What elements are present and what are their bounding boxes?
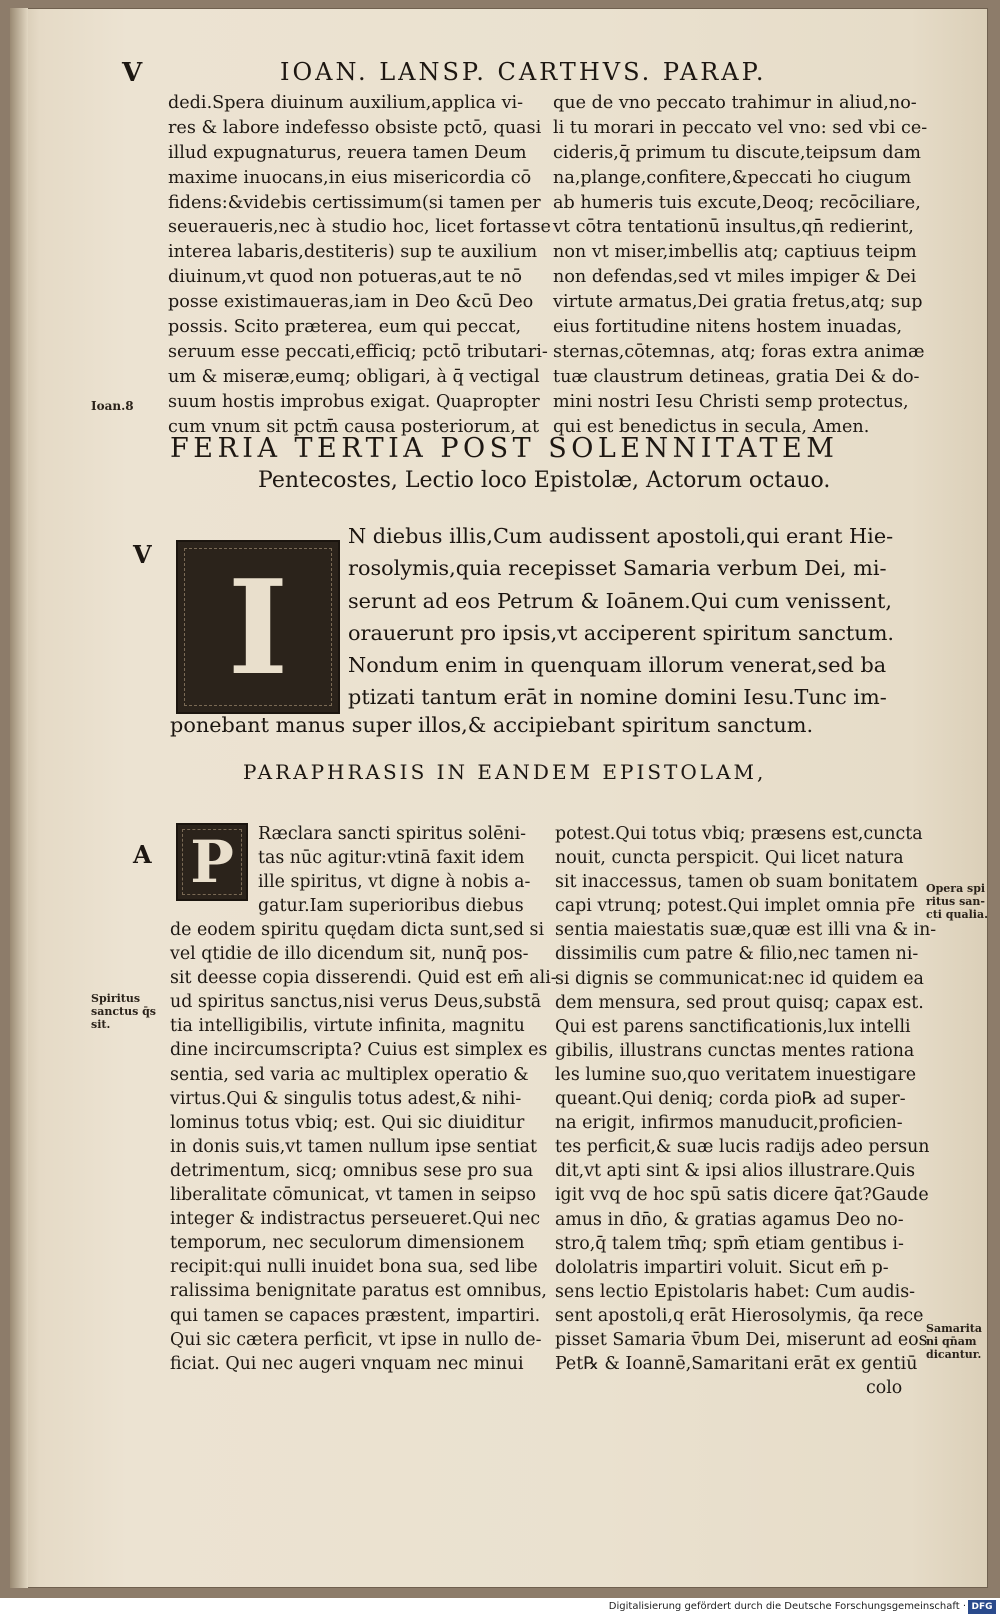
margin-note-line: ni qn̄am	[926, 1335, 977, 1348]
text-line: qui tamen se capaces præstent, impartiri.	[170, 1305, 541, 1326]
text-line: mini nostri Iesu Christi semp protectus,	[553, 391, 909, 412]
text-line: posse existimaueras,iam in Deo &cū Deo	[168, 292, 534, 313]
text-line: de eodem spiritu quędam dicta sunt,sed si	[170, 920, 545, 940]
margin-note-line: Opera spi	[926, 882, 986, 895]
margin-note-line: dicantur.	[926, 1348, 982, 1361]
text-line: seruum esse peccati,efficiq; pctō tributari-	[168, 341, 548, 362]
text-line: dololatris impartiri voluit. Sicut em̄ p-	[555, 1257, 889, 1278]
signature-letter: V	[122, 58, 146, 88]
text-line: qui est benedictus in secula, Amen.	[553, 416, 870, 437]
text-line: ille spiritus, vt digne à nobis a-	[258, 872, 531, 893]
lectio-line: orauerunt pro ipsis,vt acciperent spiritum sanctum.	[348, 620, 895, 645]
text-line: stro,q̄ talem tm̄q; spm̄ etiam gentibus i-	[555, 1233, 904, 1254]
margin-note-samarita	[926, 1322, 982, 1361]
paraphrasis-initial-letter: P	[190, 828, 234, 896]
text-line: cum vnum sit pctm̄ causa posteriorum, at	[168, 416, 540, 437]
text-line: vel qtidie de illo dicendum sit, nunq̄ pos-	[170, 944, 529, 965]
text-line: dine incircumscripta? Cuius est simplex es	[170, 1040, 548, 1061]
dfg-logo: DFG	[968, 1600, 996, 1614]
margin-note-line: sanctus q̄s	[91, 1005, 157, 1018]
feria-subheading: Pentecostes, Lectio loco Epistolæ, Actorum octauo.	[258, 468, 831, 493]
text-line: diuinum,vt quod non potueras,aut te nō	[168, 267, 522, 288]
text-line: lominus totus vbiq; est. Qui sic diuiditur	[170, 1112, 525, 1133]
lectio-line: ptizati tantum erāt in nomine domini Iesu.Tunc im-	[348, 685, 887, 710]
text-line: Qui sic cætera perficit, vt ipse in nullo de-	[170, 1329, 542, 1350]
text-line: virtus.Qui & singulis totus adest,& nihi-	[170, 1088, 522, 1109]
text-line: in donis suis,vt tamen nullum ipse sentiat	[170, 1136, 537, 1157]
text-line: Pet℞ & Ioannē,Samaritani erāt ex gentiū	[555, 1354, 918, 1375]
lectio-line: N diebus illis,Cum audissent apostoli,qui erant Hie-	[348, 524, 894, 548]
lectio-line: serunt ad eos Petrum & Ioānem.Qui cum venissent,	[348, 588, 892, 613]
text-line: na,plange,confitere,&peccati ho ciugum	[553, 167, 912, 188]
lectio-initial-letter: I	[227, 550, 289, 704]
top-right-column	[553, 91, 927, 439]
catchword: colo	[866, 1378, 903, 1398]
text-line: nouit, cuncta perspicit. Qui licet natura	[555, 848, 904, 869]
text-line: dit,vt apti sint & ipsi alios illustrare.Quis	[555, 1161, 916, 1182]
text-line: ficiat. Qui nec augeri vnquam nec minui	[170, 1353, 524, 1374]
text-line: que de vno peccato trahimur in aliud,no-	[553, 93, 917, 113]
text-line: cideris,q̄ primum tu discute,teipsum dam	[553, 142, 921, 163]
text-line: seueraueris,nec à studio hoc, licet fortasse	[168, 217, 551, 238]
initial-ornament	[184, 548, 332, 706]
text-line: integer & indistractus perseueret.Qui nec	[170, 1209, 541, 1230]
footer-text: Digitalisierung gefördert durch die Deutsche Forschungsgemeinschaft ·	[608, 1601, 966, 1612]
text-line: res & labore indefesso obsiste pctō, quasi	[168, 117, 542, 138]
text-line: les lumine suo,quo veritatem inuestigare	[555, 1064, 917, 1085]
lectio-decorated-initial	[176, 540, 340, 714]
text-line: sent apostoli,q erāt Hierosolymis, q̄a rece	[555, 1305, 924, 1326]
text-line: sternas,cōtemnas, atq; foras extra animæ	[553, 341, 925, 362]
text-line: igit vvq de hoc spū satis dicere q̄at?Gaude	[555, 1185, 929, 1206]
paraphrasis-section-letter: A	[133, 840, 152, 869]
text-line: Ræclara sancti spiritus solēni-	[258, 824, 527, 844]
feria-heading: FERIA TERTIA POST SOLENNITATEM	[170, 433, 839, 464]
text-line: possis. Scito præterea, eum qui peccat,	[168, 317, 522, 338]
text-line: detrimentum, sicq; omnibus sese pro sua	[170, 1160, 534, 1181]
lectio-line: Nondum enim in quenquam illorum venerat,sed ba	[348, 653, 887, 678]
paraphrasis-left-first-lines	[258, 822, 530, 918]
margin-note-line: Spiritus	[91, 992, 141, 1005]
text-line: tia intelligibilis, virtute infinita, magnitu	[170, 1016, 525, 1037]
text-line: fidens:&videbis certissimum(si tamen per	[168, 192, 541, 213]
text-line: potest.Qui totus vbiq; præsens est,cuncta	[555, 824, 923, 844]
paraphrasis-right-column	[555, 822, 936, 1376]
text-line: non vt miser,imbellis atq; captiuus teipm	[553, 242, 917, 263]
text-line: dem mensura, sed prout quisq; capax est.	[555, 992, 924, 1013]
top-left-column	[168, 91, 551, 439]
running-head-title: IOAN. LANSP. CARTHVS. PARAP.	[280, 58, 767, 86]
text-line: sit deesse copia disserendi. Quid est em̄ ali-	[170, 968, 557, 989]
text-line: dissimilis cum patre & filio,nec tamen ni-	[555, 944, 919, 965]
lectio-section-letter: V	[133, 540, 152, 569]
margin-note-line: cti qualia.	[926, 908, 988, 921]
margin-note-line: ritus san-	[926, 895, 985, 908]
text-line: sentia maiestatis suæ,quæ est illi vna & in-	[555, 920, 937, 941]
text-line: dedi.Spera diuinum auxilium,applica vi-	[168, 93, 524, 113]
text-line: tes perficit,& suæ lucis radijs adeo persun	[555, 1137, 930, 1158]
text-line: ralissima benignitate paratus est omnibus,	[170, 1281, 547, 1302]
text-line: non defendas,sed vt miles impiger & Dei	[553, 267, 917, 288]
text-line: temporum, nec seculorum dimensionem	[170, 1233, 525, 1254]
text-line: capi vtrunq; potest.Qui implet omnia pr̄e	[555, 896, 916, 917]
text-line: sit inaccessus, tamen ob suam bonitatem	[555, 872, 918, 893]
text-line: liberalitate cōmunicat, vt tamen in seipso	[170, 1185, 537, 1206]
text-line: pisset Samaria v̄bum Dei, miserunt ad eos	[555, 1329, 928, 1350]
text-line: eius fortitudine nitens hostem inuadas,	[553, 317, 903, 338]
text-line: li tu morari in peccato vel vno: sed vbi ce-	[553, 117, 928, 138]
text-line: suum hostis improbus exigat. Quapropter	[168, 391, 540, 412]
text-line: sens lectio Epistolaris habet: Cum audis-	[555, 1281, 915, 1302]
text-line: queant.Qui deniq; corda pio℞ ad super-	[555, 1089, 906, 1110]
text-line: recipit:qui nulli inuidet bona sua, sed libe	[170, 1257, 538, 1278]
text-line: si dignis se communicat:nec id quidem ea	[555, 968, 924, 989]
gutter-shadow	[10, 8, 28, 1588]
text-line: sentia, sed varia ac multiplex operatio &	[170, 1064, 529, 1085]
initial-ornament	[182, 829, 242, 895]
text-line: Qui est parens sanctificationis,lux intelli	[555, 1016, 911, 1037]
text-line: maxime inuocans,in eius misericordia cō	[168, 167, 532, 188]
margin-note-line: sit.	[91, 1018, 111, 1031]
margin-note-ioan: Ioan.8	[91, 399, 134, 413]
text-line: ud spiritus sanctus,nisi verus Deus,substā	[170, 992, 542, 1013]
text-line: virtute armatus,Dei gratia fretus,atq; sup	[553, 292, 923, 313]
paraphrasis-left-column	[170, 918, 557, 1376]
lectio-text	[348, 520, 894, 714]
paraphrasis-heading: PARAPHRASIS IN EANDEM EPISTOLAM,	[243, 760, 767, 784]
text-line: gatur.Iam superioribus diebus	[258, 896, 524, 917]
text-line: na erigit, infirmos manuducit,proficien-	[555, 1113, 903, 1134]
lectio-line: rosolymis,quia recepisset Samaria verbum Dei, mi-	[348, 556, 887, 581]
margin-note-spiritus	[91, 992, 156, 1031]
text-line: interea labaris,destiteris) sup te auxilium	[168, 242, 538, 263]
lectio-last-line: ponebant manus super illos,& accipiebant spiritum sanctum.	[170, 713, 814, 737]
margin-note-opera	[926, 882, 988, 921]
margin-note-line: Samarita	[926, 1322, 983, 1335]
paraphrasis-decorated-initial	[176, 823, 248, 901]
digitization-footer	[0, 1598, 1000, 1617]
text-line: ab humeris tuis excute,Deoq; recōciliare,	[553, 192, 921, 213]
text-line: vt cōtra tentationū insultus,qn̄ redierint,	[553, 217, 914, 238]
text-line: um & miseræ,eumq; obligari, à q̄ vectigal	[168, 366, 540, 387]
text-line: illud expugnaturus, reuera tamen Deum	[168, 142, 527, 163]
text-line: tuæ claustrum detineas, gratia Dei & do-	[553, 366, 920, 387]
text-line: amus in dn̄o, & gratias agamus Deo no-	[555, 1209, 904, 1230]
text-line: tas nūc agitur:vtinā faxit idem	[258, 848, 525, 869]
text-line: gibilis, illustrans cunctas mentes rationa	[555, 1040, 915, 1061]
